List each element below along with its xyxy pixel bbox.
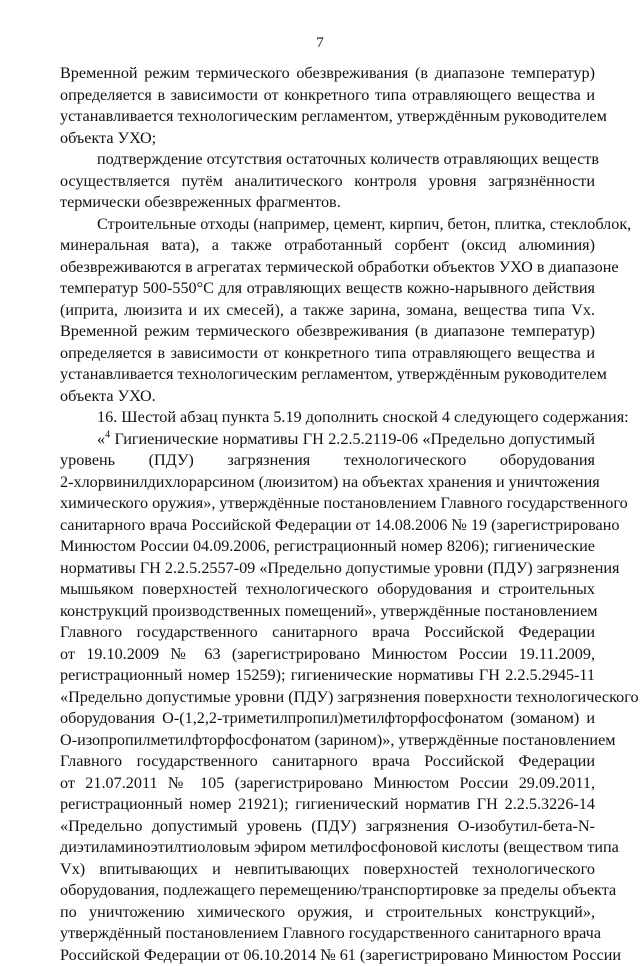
quote-mark: « bbox=[97, 430, 105, 448]
line-text: осуществляется путём аналитического контроля уровня загрязнённости bbox=[60, 172, 595, 190]
line-text: объекта УХО; bbox=[60, 129, 156, 147]
text-line bbox=[60, 429, 595, 451]
line-text: Главного государственного санитарного врача Российской Федерации bbox=[60, 752, 595, 770]
text-line bbox=[60, 235, 595, 257]
line-text: 2-хлорвинилдихлорарсином (люизитом) на объектах хранения и уничтожения bbox=[60, 473, 600, 491]
line-text: «Предельно допустимые уровни (ПДУ) загрязнения поверхности технологического bbox=[60, 688, 639, 706]
line-text: мышьяком поверхностей технологического оборудования и строительных bbox=[60, 580, 595, 598]
line-text: объекта УХО. bbox=[60, 387, 156, 405]
text-line bbox=[60, 644, 595, 666]
text-line bbox=[60, 622, 595, 644]
paragraph bbox=[60, 149, 595, 214]
text-line bbox=[60, 730, 595, 752]
text-line bbox=[60, 945, 595, 966]
paragraph bbox=[60, 429, 595, 966]
line-text: обезвреживаются в агрегатах термической обработки объектов УХО в диапазоне bbox=[60, 258, 619, 276]
line-text: оборудования О-(1,2,2-триметилпропил)метилфторфосфонатом (зоманом) и bbox=[60, 709, 595, 727]
line-text: температур 500-550°С для отравляющих веществ кожно-нарывного действия bbox=[60, 279, 595, 297]
line-text: Главного государственного санитарного врача Российской Федерации bbox=[60, 623, 595, 641]
text-line bbox=[60, 708, 595, 730]
line-text: Строительные отходы (например, цемент, кирпич, бетон, плитка, стеклоблок, bbox=[97, 215, 631, 233]
text-line bbox=[60, 493, 595, 515]
text-line bbox=[60, 321, 595, 343]
text-line bbox=[60, 880, 595, 902]
text-line bbox=[60, 472, 595, 494]
text-line bbox=[60, 687, 595, 709]
text-line bbox=[60, 300, 595, 322]
line-text: химического оружия», утверждённые постановлением Главного государственного bbox=[60, 494, 628, 512]
line-text: «Предельно допустимый уровень (ПДУ) загрязнения О-изобутил-бета-N- bbox=[60, 817, 595, 835]
text-line bbox=[60, 579, 595, 601]
text-line bbox=[60, 816, 595, 838]
text-line bbox=[60, 85, 595, 107]
line-text: устанавливается технологическим регламентом, утверждённым руководителем bbox=[60, 365, 607, 383]
line-text: нормативы ГН 2.2.5.2557-09 «Предельно допустимые уровни (ПДУ) загрязнения bbox=[60, 559, 620, 577]
page-number: 7 bbox=[0, 34, 640, 52]
text-line bbox=[60, 859, 595, 881]
line-text: определяется в зависимости от конкретного типа отравляющего вещества и bbox=[60, 86, 595, 104]
line-text: утверждённый постановлением Главного государственного санитарного врача bbox=[60, 924, 601, 942]
text-line bbox=[60, 536, 595, 558]
line-text: регистрационный номер 15259); гигиенические нормативы ГН 2.2.5.2945-11 bbox=[60, 666, 595, 684]
line-text: оборудования, подлежащего перемещению/транспортировке за пределы объекта bbox=[60, 881, 616, 899]
line-text: определяется в зависимости от конкретного типа отравляющего вещества и bbox=[60, 344, 595, 362]
line-text: О-изопропилметилфторфосфонатом (зарином)», утверждённые постановлением bbox=[60, 731, 616, 749]
text-line bbox=[60, 128, 595, 150]
text-line bbox=[60, 923, 595, 945]
line-text: Временной режим термического обезвреживания (в диапазоне температур) bbox=[60, 64, 595, 82]
text-line bbox=[60, 665, 595, 687]
text-line bbox=[60, 214, 595, 236]
line-text: минеральная вата), а также отработанный сорбент (оксид алюминия) bbox=[60, 236, 595, 254]
text-line bbox=[60, 773, 595, 795]
document-body bbox=[60, 63, 595, 966]
line-text: конструкций производственных помещений», утверждённые постановлением bbox=[60, 602, 598, 620]
line-text: (иприта, люизита и их смесей), а также зарина, зомана, вещества типа Vx. bbox=[60, 301, 595, 319]
line-text: от 21.07.2011 № 105 (зарегистрировано Минюстом России 29.09.2011, bbox=[60, 774, 595, 792]
footnote-mark: 4 bbox=[105, 429, 110, 440]
line-text: устанавливается технологическим регламентом, утверждённым руководителем bbox=[60, 107, 607, 125]
text-line bbox=[60, 149, 595, 171]
text-line bbox=[60, 515, 595, 537]
line-text: Гигиенические нормативы ГН 2.2.5.2119-06 «Предельно допустимый bbox=[110, 430, 595, 448]
text-line bbox=[60, 343, 595, 365]
text-line bbox=[60, 837, 595, 859]
text-line bbox=[60, 751, 595, 773]
line-text: Российской Федерации от 06.10.2014 № 61 (зарегистрировано Минюстом России bbox=[60, 946, 621, 964]
text-line bbox=[60, 106, 595, 128]
line-text: уровень (ПДУ) загрязнения технологического оборудования bbox=[60, 451, 595, 469]
line-text: подтверждение отсутствия остаточных количеств отравляющих веществ bbox=[97, 150, 599, 168]
text-line bbox=[60, 192, 595, 214]
paragraph bbox=[60, 63, 595, 149]
text-line bbox=[60, 257, 595, 279]
line-text: Vx) впитывающих и невпитывающих поверхностей технологического bbox=[60, 860, 595, 878]
paragraph bbox=[60, 407, 595, 429]
line-text: Временной режим термического обезвреживания (в диапазоне температур) bbox=[60, 322, 595, 340]
line-text: по уничтожению химического оружия, и строительных конструкций», bbox=[60, 903, 595, 921]
text-line bbox=[60, 407, 595, 429]
line-text: регистрационный номер 21921); гигиенический норматив ГН 2.2.5.3226-14 bbox=[60, 795, 595, 813]
text-line bbox=[60, 278, 595, 300]
line-text: диэтиламиноэтилтиоловым эфиром метилфосфоновой кислоты (веществом типа bbox=[60, 838, 619, 856]
text-line bbox=[60, 450, 595, 472]
text-line bbox=[60, 386, 595, 408]
line-text: 16. Шестой абзац пункта 5.19 дополнить сноской 4 следующего содержания: bbox=[97, 408, 629, 426]
text-line bbox=[60, 794, 595, 816]
text-line bbox=[60, 364, 595, 386]
paragraph bbox=[60, 214, 595, 408]
text-line bbox=[60, 558, 595, 580]
line-text: Минюстом России 04.09.2006, регистрационный номер 8206); гигиенические bbox=[60, 537, 595, 555]
text-line bbox=[60, 171, 595, 193]
line-text: термически обезвреженных фрагментов. bbox=[60, 193, 341, 211]
line-text: от 19.10.2009 № 63 (зарегистрировано Минюстом России 19.11.2009, bbox=[60, 645, 595, 663]
text-line bbox=[60, 63, 595, 85]
line-text: санитарного врача Российской Федерации от 14.08.2006 № 19 (зарегистрировано bbox=[60, 516, 619, 534]
text-line bbox=[60, 601, 595, 623]
